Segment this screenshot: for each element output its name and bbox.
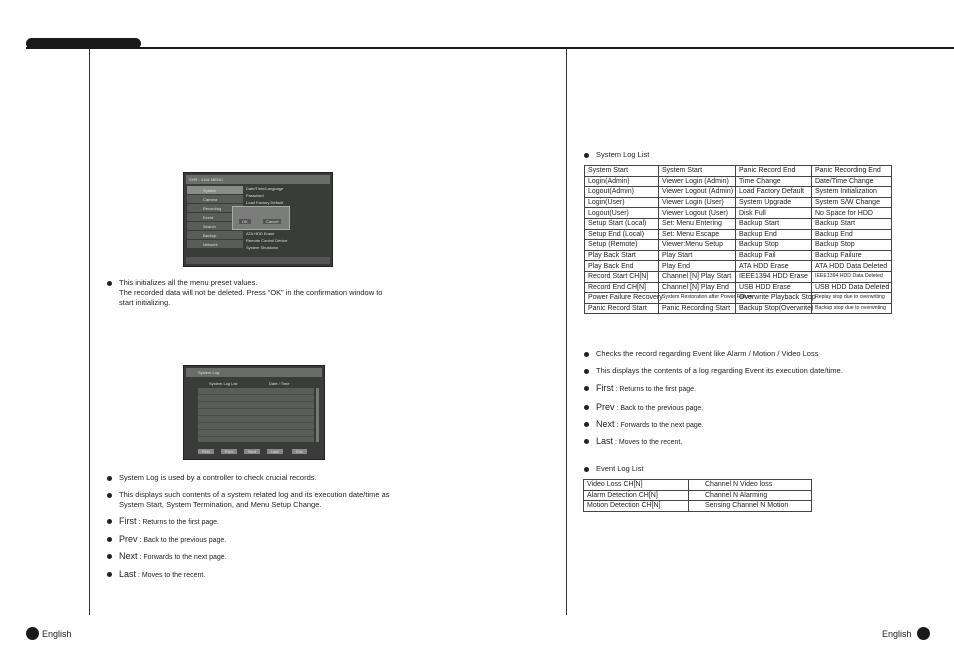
- table-cell: Time Change: [736, 176, 812, 187]
- nav-first: First : Returns to the first page.: [119, 516, 219, 526]
- init-note: This initializes all the menu preset values. The recorded data will not be deleted. Press “OK” in the confirmation window to start initializing.: [119, 278, 419, 308]
- menu-item[interactable]: Event: [187, 213, 243, 221]
- table-cell: Viewer Login (User): [659, 197, 736, 208]
- event-log-table: [583, 479, 812, 512]
- event-nav-next: Next : Forwards to the next page.: [596, 419, 704, 429]
- menu-item[interactable]: Camera: [187, 195, 243, 203]
- table-row: [585, 229, 892, 240]
- table-cell: Backup End: [812, 229, 892, 240]
- table-cell: System S/W Change: [812, 197, 892, 208]
- prev-button[interactable]: Prev: [221, 449, 237, 454]
- menu-item[interactable]: Backup: [187, 231, 243, 239]
- table-cell: USB HDD Erase: [736, 282, 812, 293]
- table-cell: ATA HDD Erase: [736, 261, 812, 272]
- table-cell: Play Back Start: [585, 250, 659, 261]
- table-cell: Disk Full: [736, 208, 812, 219]
- table-cell: Backup Stop: [812, 240, 892, 251]
- footer-language-left: English: [42, 629, 72, 639]
- column-header: System Log List: [209, 381, 238, 386]
- table-row: [585, 271, 892, 282]
- center-divider: [566, 49, 567, 615]
- table-cell: Play Back End: [585, 261, 659, 272]
- table-row: [585, 166, 892, 177]
- table-row: Video Loss CH[N] Channel N Video loss: [584, 480, 812, 491]
- table-cell: Viewer Logout (Admin): [659, 187, 736, 198]
- table-cell: Viewer Logout (User): [659, 208, 736, 219]
- table-cell: Setup End (Local): [585, 229, 659, 240]
- table-cell: Viewer:Menu Setup: [659, 240, 736, 251]
- table-row: [585, 303, 892, 314]
- table-cell: Channel [N] Play End: [659, 282, 736, 293]
- page-marker-left: [26, 627, 39, 640]
- last-button[interactable]: Last: [267, 449, 283, 454]
- submenu-item[interactable]: Load Factory Default: [246, 200, 284, 205]
- ok-button[interactable]: OK: [239, 219, 251, 224]
- system-log-screenshot: [183, 365, 325, 460]
- table-cell: Login(Admin): [585, 176, 659, 187]
- table-cell: Logout(User): [585, 208, 659, 219]
- event-note-1: Checks the record regarding Event like Alarm / Motion / Video Loss: [596, 349, 819, 358]
- menu-item[interactable]: Network: [187, 240, 243, 248]
- table-cell: Load Factory Default: [736, 187, 812, 198]
- footer-language-right: English: [882, 629, 912, 639]
- table-cell: Setup (Remote): [585, 240, 659, 251]
- table-cell: Viewer Login (Admin): [659, 176, 736, 187]
- nav-next: Next : Forwards to the next page.: [119, 551, 227, 561]
- table-cell: Backup Fail: [736, 250, 812, 261]
- table-cell: IEEE1394 HDD Erase: [736, 271, 812, 282]
- submenu-item[interactable]: Password: [246, 193, 264, 198]
- syslog-note-2: This displays such contents of a system related log and its execution date/time as System Start, System Termination, and Menu Setup Change.: [119, 490, 419, 510]
- table-row: [585, 261, 892, 272]
- screen-footer-bar: [186, 257, 330, 264]
- table-cell: Logout(Admin): [585, 187, 659, 198]
- table-cell: Setup Start (Local): [585, 218, 659, 229]
- nav-prev: Prev : Back to the previous page.: [119, 534, 227, 544]
- table-cell: Play Start: [659, 250, 736, 261]
- table-row: [585, 187, 892, 198]
- submenu-item[interactable]: ATA HDD Erase: [246, 231, 275, 236]
- log-list: [198, 388, 314, 442]
- table-cell: System Restoration after Power Failure: [659, 293, 736, 304]
- event-nav-last: Last : Moves to the recent.: [596, 436, 683, 446]
- table-cell: Backup stop due to overwriting: [812, 303, 892, 314]
- event-nav-first: First : Returns to the first page.: [596, 383, 696, 393]
- table-cell: Panic Recording End: [812, 166, 892, 177]
- table-cell: System Start: [585, 166, 659, 177]
- menu-item-system[interactable]: System: [187, 186, 243, 194]
- submenu-item[interactable]: Date/Time/Language: [246, 186, 284, 191]
- screen-header: System Log: [186, 368, 322, 377]
- cancel-button[interactable]: Cancel: [263, 219, 281, 224]
- event-note-2: This displays the contents of a log regarding Event its execution date/time.: [596, 366, 843, 375]
- table-cell: Backup Start: [736, 218, 812, 229]
- first-button[interactable]: First: [198, 449, 214, 454]
- table-row: Motion Detection CH[N] Sensing Channel N Motion: [584, 501, 812, 512]
- table-cell: Record Start CH[N]: [585, 271, 659, 282]
- table-cell: Panic Record Start: [585, 303, 659, 314]
- table-cell: IEEE1394 HDD Data Deleted: [812, 271, 892, 282]
- system-log-list-title: System Log List: [596, 150, 650, 159]
- menu-item[interactable]: Recording: [187, 204, 243, 212]
- table-cell: Backup Start: [812, 218, 892, 229]
- table-cell: Backup Stop(Overwrite): [736, 303, 812, 314]
- event-log-list-title: Event Log List: [596, 464, 644, 473]
- menu-screenshot: [183, 172, 333, 267]
- table-cell: Login(User): [585, 197, 659, 208]
- table-cell: Backup Stop: [736, 240, 812, 251]
- table-cell: Overwrite Playback Stop: [736, 293, 812, 304]
- exit-button[interactable]: Exit: [292, 449, 307, 454]
- system-log-table: [584, 165, 892, 314]
- column-header: Date / Time: [269, 381, 290, 386]
- table-cell: Date/Time Change: [812, 176, 892, 187]
- table-cell: Panic Recording Start: [659, 303, 736, 314]
- table-row: [585, 208, 892, 219]
- submenu-item[interactable]: System Shutdown: [246, 245, 279, 250]
- scrollbar[interactable]: [316, 388, 319, 442]
- submenu-item[interactable]: Remote Control Device: [246, 238, 288, 243]
- next-button[interactable]: Next: [244, 449, 260, 454]
- screen-header: SHR - 4161 MENU: [186, 175, 330, 184]
- table-row: [585, 293, 892, 304]
- left-margin-rule: [89, 49, 90, 615]
- table-row: [585, 250, 892, 261]
- table-cell: No Space for HDD: [812, 208, 892, 219]
- table-row: [585, 176, 892, 187]
- syslog-note-1: System Log is used by a controller to check crucial records.: [119, 473, 419, 483]
- table-row: [585, 218, 892, 229]
- page-marker-right: [917, 627, 930, 640]
- table-cell: Record End CH[N]: [585, 282, 659, 293]
- table-row: [585, 197, 892, 208]
- table-cell: Channel [N] Play Start: [659, 271, 736, 282]
- table-cell: Power Failure Recovery: [585, 293, 659, 304]
- header-rule: [26, 47, 954, 49]
- table-row: [585, 240, 892, 251]
- table-cell: Play End: [659, 261, 736, 272]
- table-cell: System Start: [659, 166, 736, 177]
- table-row: [585, 282, 892, 293]
- event-nav-prev: Prev : Back to the previous page.: [596, 402, 704, 412]
- table-cell: Set: Menu Entering: [659, 218, 736, 229]
- table-cell: System Upgrade: [736, 197, 812, 208]
- table-cell: System Initialization: [812, 187, 892, 198]
- table-cell: Set: Menu Escape: [659, 229, 736, 240]
- table-cell: Replay stop due to overwriting: [812, 293, 892, 304]
- table-row: Alarm Detection CH[N] Channel N Alarming: [584, 490, 812, 501]
- table-cell: Backup Failure: [812, 250, 892, 261]
- table-cell: ATA HDD Data Deleted: [812, 261, 892, 272]
- nav-last: Last : Moves to the recent.: [119, 569, 206, 579]
- table-cell: Backup End: [736, 229, 812, 240]
- menu-item[interactable]: Search: [187, 222, 243, 230]
- confirm-dialog: [232, 206, 290, 230]
- table-cell: Panic Record End: [736, 166, 812, 177]
- table-cell: USB HDD Data Deleted: [812, 282, 892, 293]
